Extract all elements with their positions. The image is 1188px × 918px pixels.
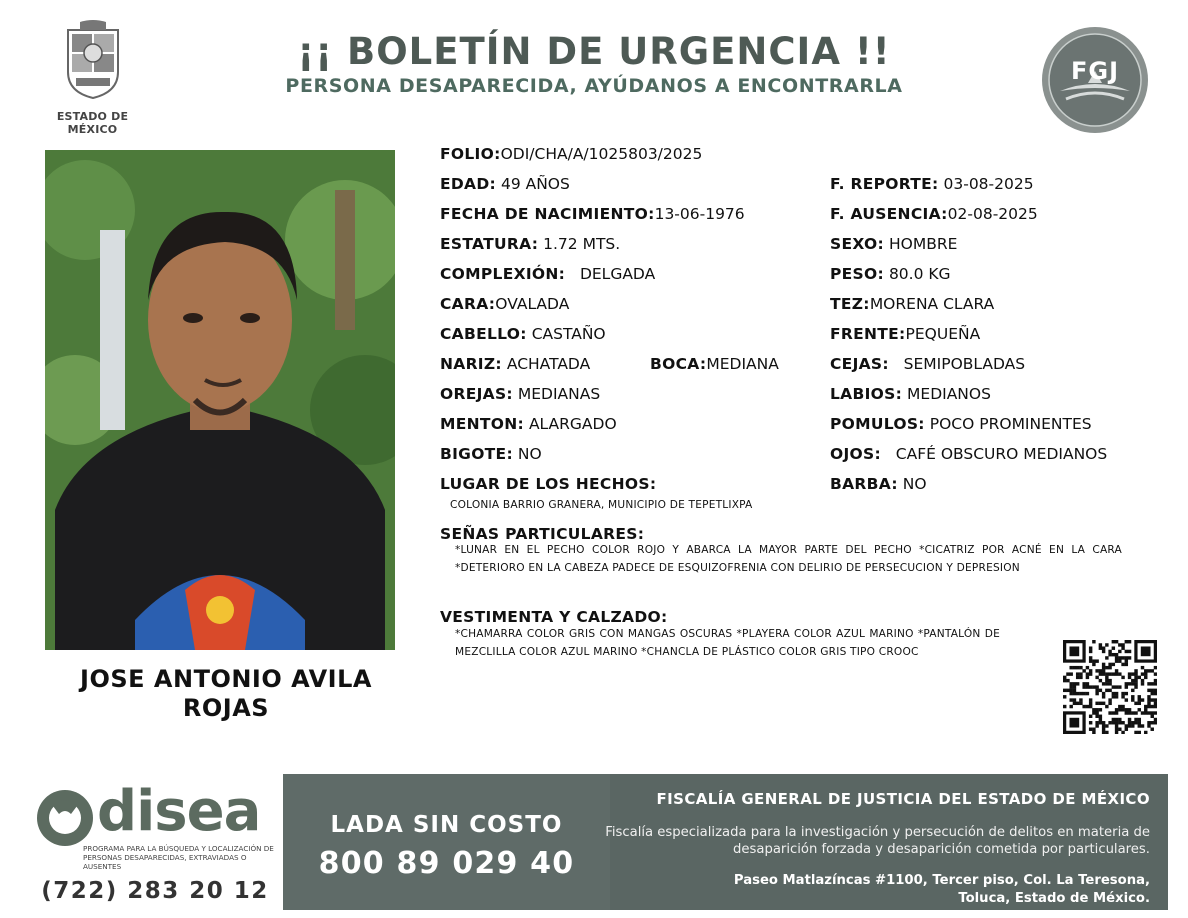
senas-label: SEÑAS PARTICULARES: (440, 525, 645, 543)
field-cabello: CABELLO: CASTAÑO (440, 325, 606, 343)
field-boca: BOCA:MEDIANA (650, 355, 779, 373)
field-cejas: CEJAS: SEMIPOBLADAS (830, 355, 1026, 373)
qr-code[interactable] (1063, 640, 1157, 734)
field-edad: EDAD: 49 AÑOS (440, 175, 570, 193)
fiscalia-description: Fiscalía especializada para la investigación y persecución de delitos en materia de desaparición forzada y desaparición cometida por particulares. (605, 825, 1150, 857)
field-f-ausencia: F. AUSENCIA:02-08-2025 (830, 205, 1038, 223)
person-photo-image (45, 150, 395, 650)
field-lugar-label: LUGAR DE LOS HECHOS: (440, 475, 657, 493)
fiscalia-title: FISCALÍA GENERAL DE JUSTICIA DEL ESTADO DE MÉXICO (656, 790, 1150, 808)
field-f-reporte: F. REPORTE: 03-08-2025 (830, 175, 1034, 193)
vestimenta-label: VESTIMENTA Y CALZADO: (440, 608, 668, 626)
bulletin-subtitle: PERSONA DESAPARECIDA, AYÚDANOS A ENCONTRARLA (285, 75, 903, 97)
odisea-phone[interactable]: (722) 283 20 12 (41, 878, 269, 904)
field-folio: FOLIO:ODI/CHA/A/1025803/2025 (440, 145, 703, 163)
field-lugar-value: COLONIA BARRIO GRANERA, MUNICIPIO DE TEPETLIXPA (450, 499, 753, 511)
lada-number[interactable]: 800 89 029 40 (318, 846, 575, 881)
bulletin-title: ¡¡ BOLETÍN DE URGENCIA !! (297, 30, 891, 73)
fiscalia-address (590, 872, 1150, 908)
field-orejas: OREJAS: MEDIANAS (440, 385, 601, 403)
odisea-brand: disea (97, 779, 261, 844)
fgj-text: FGJ (1070, 57, 1120, 85)
field-complexion: COMPLEXIÓN: DELGADA (440, 265, 656, 283)
field-labios: LABIOS: MEDIANOS (830, 385, 991, 403)
fiscalia-band (283, 774, 1168, 910)
state-label: ESTADO DE MÉXICO (56, 110, 129, 136)
odisea-logo (35, 779, 280, 876)
address-line1: Paseo Matlazíncas #1100, Tercer piso, Col. La Teresona, (733, 873, 1150, 888)
field-tez: TEZ:MORENA CLARA (830, 295, 995, 313)
field-bigote: BIGOTE: NO (440, 445, 542, 463)
field-fecha-nacimiento: FECHA DE NACIMIENTO:13-06-1976 (440, 205, 745, 223)
odisea-tagline: PROGRAMA PARA LA BÚSQUEDA Y LOCALIZACIÓN DE PERSONAS DESAPARECIDAS, EXTRAVIADAS O AUSENTES (83, 844, 274, 871)
field-nariz: NARIZ: ACHATADA (440, 355, 591, 373)
field-frente: FRENTE:PEQUEÑA (830, 325, 981, 343)
senas-text: *LUNAR EN EL PECHO COLOR ROJO Y ABARCA LA MAYOR PARTE DEL PECHO *CICATRIZ POR ACNÉ EN LA CARA *DETERIORO EN LA CABEZA PADECE DE ESQUIZOFRENIA CON DELIRIO DE PERSECUCION Y DEPRESION (455, 544, 1122, 574)
field-menton: MENTON: ALARGADO (440, 415, 617, 433)
field-sexo: SEXO: HOMBRE (830, 235, 958, 253)
missing-person-photo (45, 150, 395, 650)
field-cara: CARA:OVALADA (440, 295, 570, 313)
field-ojos: OJOS: CAFÉ OBSCURO MEDIANOS (830, 445, 1108, 463)
lada-box (283, 774, 610, 910)
qr-code-icon (1063, 640, 1157, 734)
person-name (45, 665, 407, 723)
person-name-line1: JOSE ANTONIO AVILA (80, 665, 372, 693)
vestimenta-text: *CHAMARRA COLOR GRIS CON MANGAS OSCURAS *PLAYERA COLOR AZUL MARINO *PANTALÓN DE MEZCLILLA COLOR AZUL MARINO *CHANCLA DE PLÁSTICO COLOR GRIS TIPO CROOC (455, 628, 1000, 658)
field-pomulos: POMULOS: POCO PROMINENTES (830, 415, 1092, 433)
address-line2: Toluca, Estado de México. (958, 891, 1150, 906)
lada-label: LADA SIN COSTO (330, 812, 563, 838)
field-estatura: ESTATURA: 1.72 MTS. (440, 235, 621, 253)
fgj-logo (1040, 25, 1150, 135)
field-peso: PESO: 80.0 KG (830, 265, 951, 283)
field-barba: BARBA: NO (830, 475, 927, 493)
person-name-line2: ROJAS (182, 694, 270, 722)
